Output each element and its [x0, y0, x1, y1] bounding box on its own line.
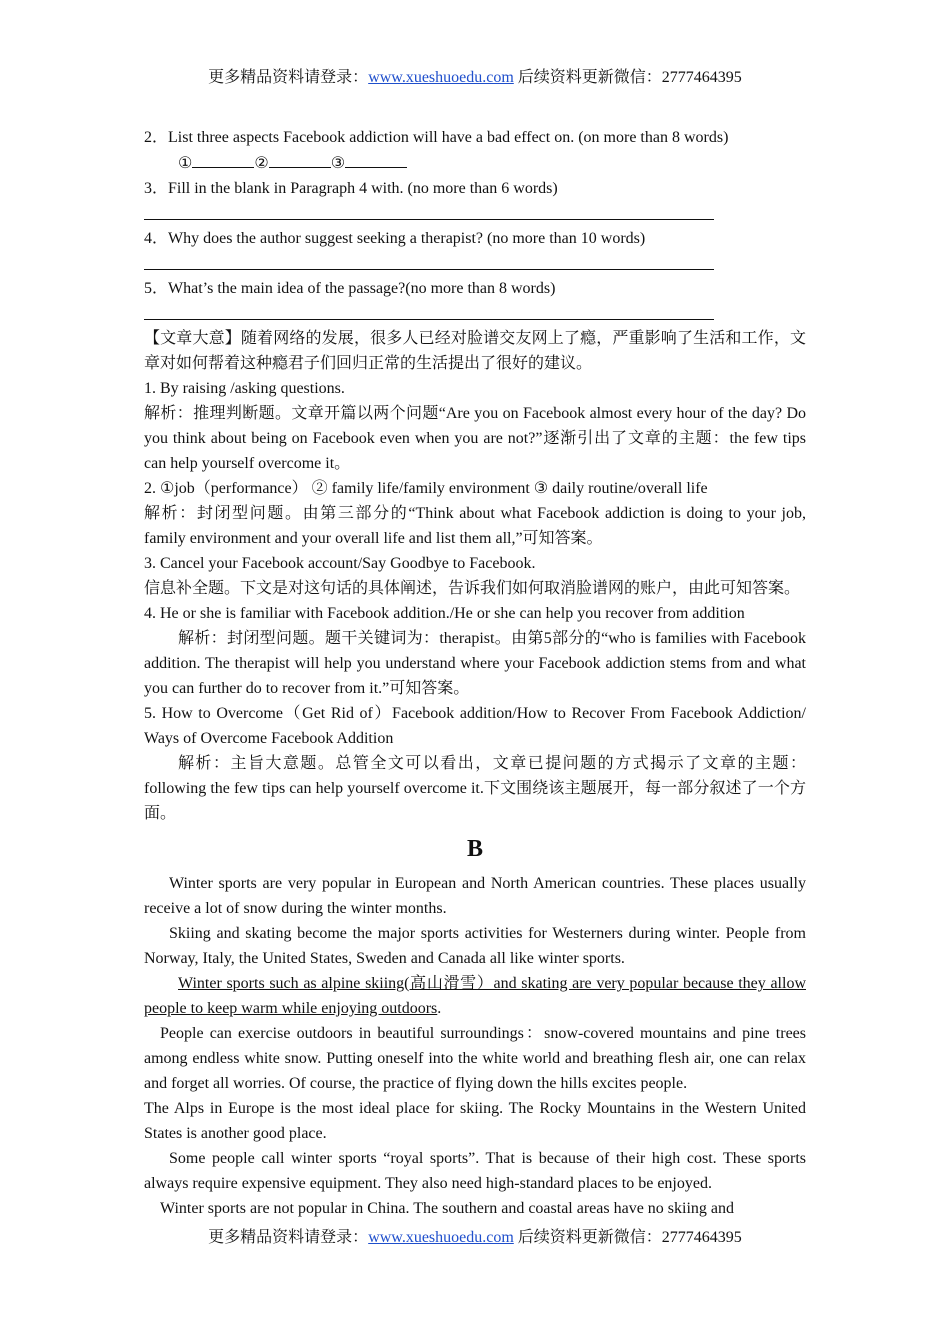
answer-line-5[interactable] [144, 301, 806, 326]
answer-3-explanation: 信息补全题。下文是对这句话的具体阐述，告诉我们如何取消脸谱网的账户，由此可知答案。 [144, 580, 801, 597]
sentence-end: . [437, 1000, 442, 1017]
answer-1-explanation: 解析：推理判断题。文章开篇以两个问题“Are you on Facebook almost every hour of the day? Do you think about being on Facebook even when you are not?”逐渐引出了文章的主题：the few tips can help yourself overcome it。 [144, 405, 806, 472]
header-prefix: 更多精品资料请登录： [208, 69, 369, 86]
question-5: 5．What’s the main idea of the passage?(no more than 8 words) [144, 280, 556, 297]
passage-paragraph-6: Some people call winter sports “royal sports”. That is because of their high cost. These sports always require expensive equipment. They also need high-standard places to be enjoyed. [144, 1150, 806, 1192]
underlined-sentence: Winter sports such as alpine skiing(高山滑雪）and skating are very popular because they allow people to keep warm while enjoying outdoors [144, 975, 806, 1017]
header-link[interactable]: www.xueshuoedu.com [368, 69, 514, 86]
blank-mark-3: ③ [330, 155, 346, 172]
question-2-blanks [144, 150, 806, 176]
answer-2: 2. ①job（performance） ② family life/family environment ③ daily routine/overall life [144, 480, 708, 497]
section-b-title: B [466, 836, 483, 862]
answer-5: 5. How to Overcome（Get Rid of）Facebook addition/How to Recover From Facebook Addiction/ Ways of Overcome Facebook Addition [144, 705, 806, 747]
page-footer [0, 1228, 950, 1248]
answer-1: 1. By raising /asking questions. [144, 380, 345, 397]
main-content [144, 125, 806, 1221]
passage-paragraph-7: Winter sports are not popular in China. The southern and coastal areas have no skiing and [160, 1200, 735, 1217]
question-4: 4．Why does the author suggest seeking a therapist? (no more than 10 words) [144, 230, 646, 247]
passage-paragraph-4: People can exercise outdoors in beautiful surroundings：snow-covered mountains and pine trees among endless white snow. Putting oneself into the white world and breathing flesh air, one can relax and forget all worries. Of course, the practice of flying down the hills excites people. [144, 1025, 806, 1092]
header-suffix: 后续资料更新微信：2777464395 [513, 69, 742, 86]
answer-2-explanation: 解析：封闭型问题。由第三部分的“Think about what Facebook addiction is doing to your job, family environment and your overall life and list them all,”可知答案。 [144, 505, 806, 547]
footer-suffix: 后续资料更新微信：2777464395 [513, 1229, 742, 1246]
article-summary: 【文章大意】随着网络的发展，很多人已经对脸谱交友网上了瘾，严重影响了生活和工作，文章对如何帮着这种瘾君子们回归正常的生活提出了很好的建议。 [144, 330, 806, 372]
question-2: 2．List three aspects Facebook addiction will have a bad effect on. (on more than 8 words) [144, 129, 729, 146]
answer-line-4[interactable] [144, 251, 806, 276]
answer-blank-2[interactable] [269, 150, 331, 168]
question-3: 3．Fill in the blank in Paragraph 4 with. (no more than 6 words) [144, 180, 558, 197]
passage-paragraph-3 [144, 971, 806, 1021]
blank-mark-1: ① [178, 155, 193, 172]
answer-5-explanation: 解析：主旨大意题。总管全文可以看出，文章已提问题的方式揭示了文章的主题：following the few tips can help yourself overcome it.下文围绕该主题展开，每一部分叙述了一个方面。 [144, 755, 806, 822]
passage-paragraph-5: The Alps in Europe is the most ideal place for skiing. The Rocky Mountains in the Western United States is another good place. [144, 1100, 806, 1142]
answer-3: 3. Cancel your Facebook account/Say Goodbye to Facebook. [144, 555, 536, 572]
footer-prefix: 更多精品资料请登录： [208, 1229, 369, 1246]
passage-paragraph-2: Skiing and skating become the major sports activities for Westerners during winter. People from Norway, Italy, the United States, Sweden and Canada all like winter sports. [144, 925, 806, 967]
footer-link[interactable]: www.xueshuoedu.com [368, 1229, 514, 1246]
answer-blank-3[interactable] [345, 150, 407, 168]
blank-mark-2: ② [254, 155, 269, 172]
passage-paragraph-1: Winter sports are very popular in European and North American countries. These places usually receive a lot of snow during the winter months. [144, 875, 806, 917]
answer-blank-1[interactable] [192, 150, 254, 168]
answer-4-explanation: 解析：封闭型问题。题干关键词为：therapist。由第5部分的“who is families with Facebook addition. The therapist will help you understand where your Facebook addiction stems from and what you can further do to recover from it.”可知答案。 [144, 630, 806, 697]
answer-4: 4. He or she is familiar with Facebook addition./He or she can help you recover from addition [144, 605, 745, 622]
page-header [0, 68, 950, 88]
answer-line-3[interactable] [144, 201, 806, 226]
